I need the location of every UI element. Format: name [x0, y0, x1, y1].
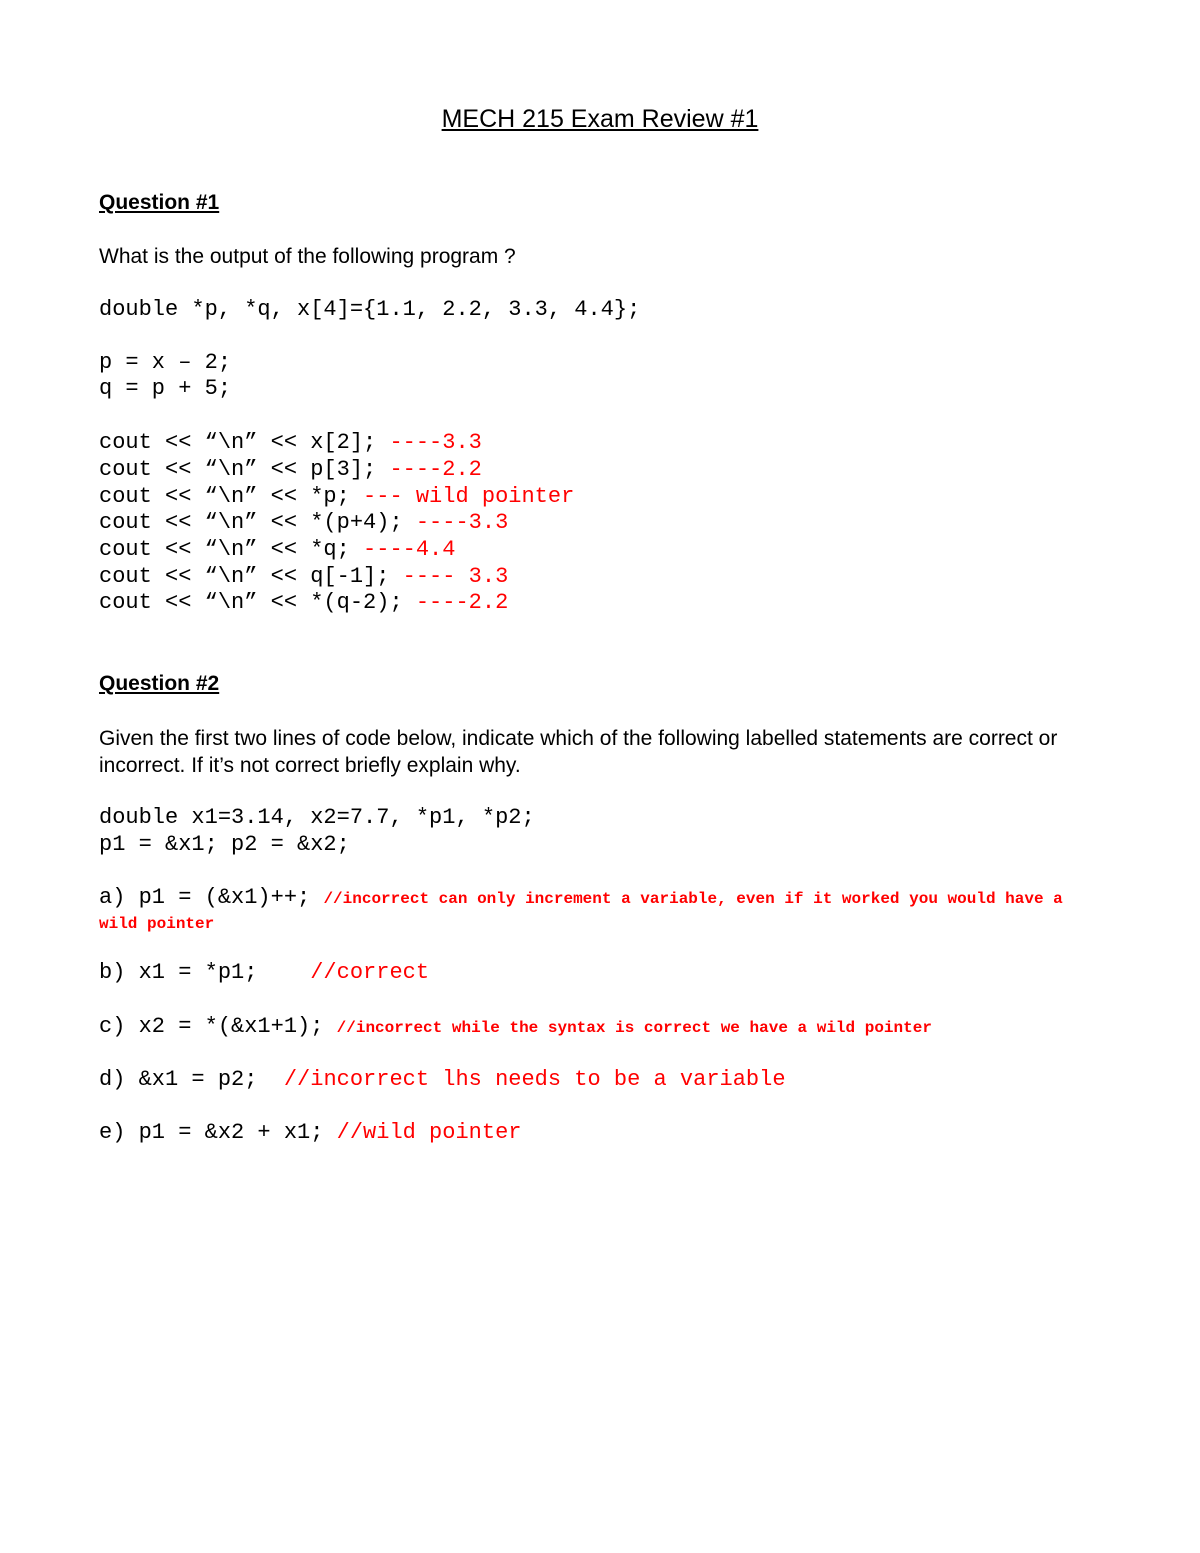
code-text: cout << “\n” << *q; [99, 537, 364, 562]
answer-text: //incorrect while the syntax is correct we have a wild pointer [336, 1019, 932, 1037]
q1-output-line [99, 536, 455, 563]
q1-output-line [99, 509, 508, 536]
answer-text: //incorrect lhs needs to be a variable [283, 1067, 786, 1092]
answer-text: //correct [310, 960, 430, 985]
code-text: e) p1 = &x2 + x1; [99, 1120, 337, 1145]
answer-text: //wild pointer [336, 1120, 522, 1145]
answer-text: ----2.2 [389, 457, 482, 482]
question-1-heading: Question #1 [99, 191, 220, 214]
code-text: cout << “\n” << x[2]; [99, 430, 390, 455]
q1-output-line [99, 563, 508, 590]
answer-text: //incorrect can only increment a variable, even if it worked you would have a wild pointer [99, 890, 1063, 933]
answer-text: ----3.3 [415, 510, 509, 535]
q1-output-line [99, 456, 482, 483]
answer-text: ----2.2 [415, 590, 509, 615]
code-text: cout << “\n” << *(p+4); [99, 510, 416, 535]
answer-text: ---- 3.3 [402, 564, 509, 589]
code-text: d) &x1 = p2; [99, 1067, 284, 1092]
page-title: MECH 215 Exam Review #1 [441, 105, 759, 133]
q1-output-line [99, 429, 482, 456]
q1-assign-p: p = x – 2; [99, 350, 232, 375]
answer-text: ----3.3 [389, 430, 482, 455]
q2-statement-a [99, 886, 1099, 936]
q2-statement-e [99, 1119, 521, 1146]
q2-statement-c [99, 1013, 932, 1042]
code-text: cout << “\n” << *p; [99, 484, 364, 509]
q2-declaration: double x1=3.14, x2=7.7, *p1, *p2; [99, 805, 535, 830]
code-text: cout << “\n” << q[-1]; [99, 564, 403, 589]
code-text: c) x2 = *(&x1+1); [99, 1014, 337, 1039]
q2-statement-d [99, 1066, 786, 1093]
question-2-heading: Question #2 [99, 672, 220, 695]
code-text: a) p1 = (&x1)++; [99, 885, 324, 910]
answer-text: --- wild pointer [363, 484, 575, 509]
code-text: cout << “\n” << p[3]; [99, 457, 390, 482]
code-text: b) x1 = *p1; [99, 960, 311, 985]
q1-output-line [99, 589, 508, 616]
question-1-prompt: What is the output of the following program ? [99, 245, 516, 268]
code-text: cout << “\n” << *(q-2); [99, 590, 416, 615]
question-2-prompt: Given the first two lines of code below, indicate which of the following labelled statements are correct or incorrect. If it’s not correct briefly explain why. [99, 727, 1058, 777]
answer-text: ----4.4 [363, 537, 456, 562]
q1-assign-q: q = p + 5; [99, 376, 232, 401]
q2-statement-b [99, 959, 429, 986]
q2-initialization: p1 = &x1; p2 = &x2; [99, 832, 350, 857]
q1-declaration: double *p, *q, x[4]={1.1, 2.2, 3.3, 4.4}; [99, 297, 641, 322]
q1-output-line [99, 483, 574, 510]
